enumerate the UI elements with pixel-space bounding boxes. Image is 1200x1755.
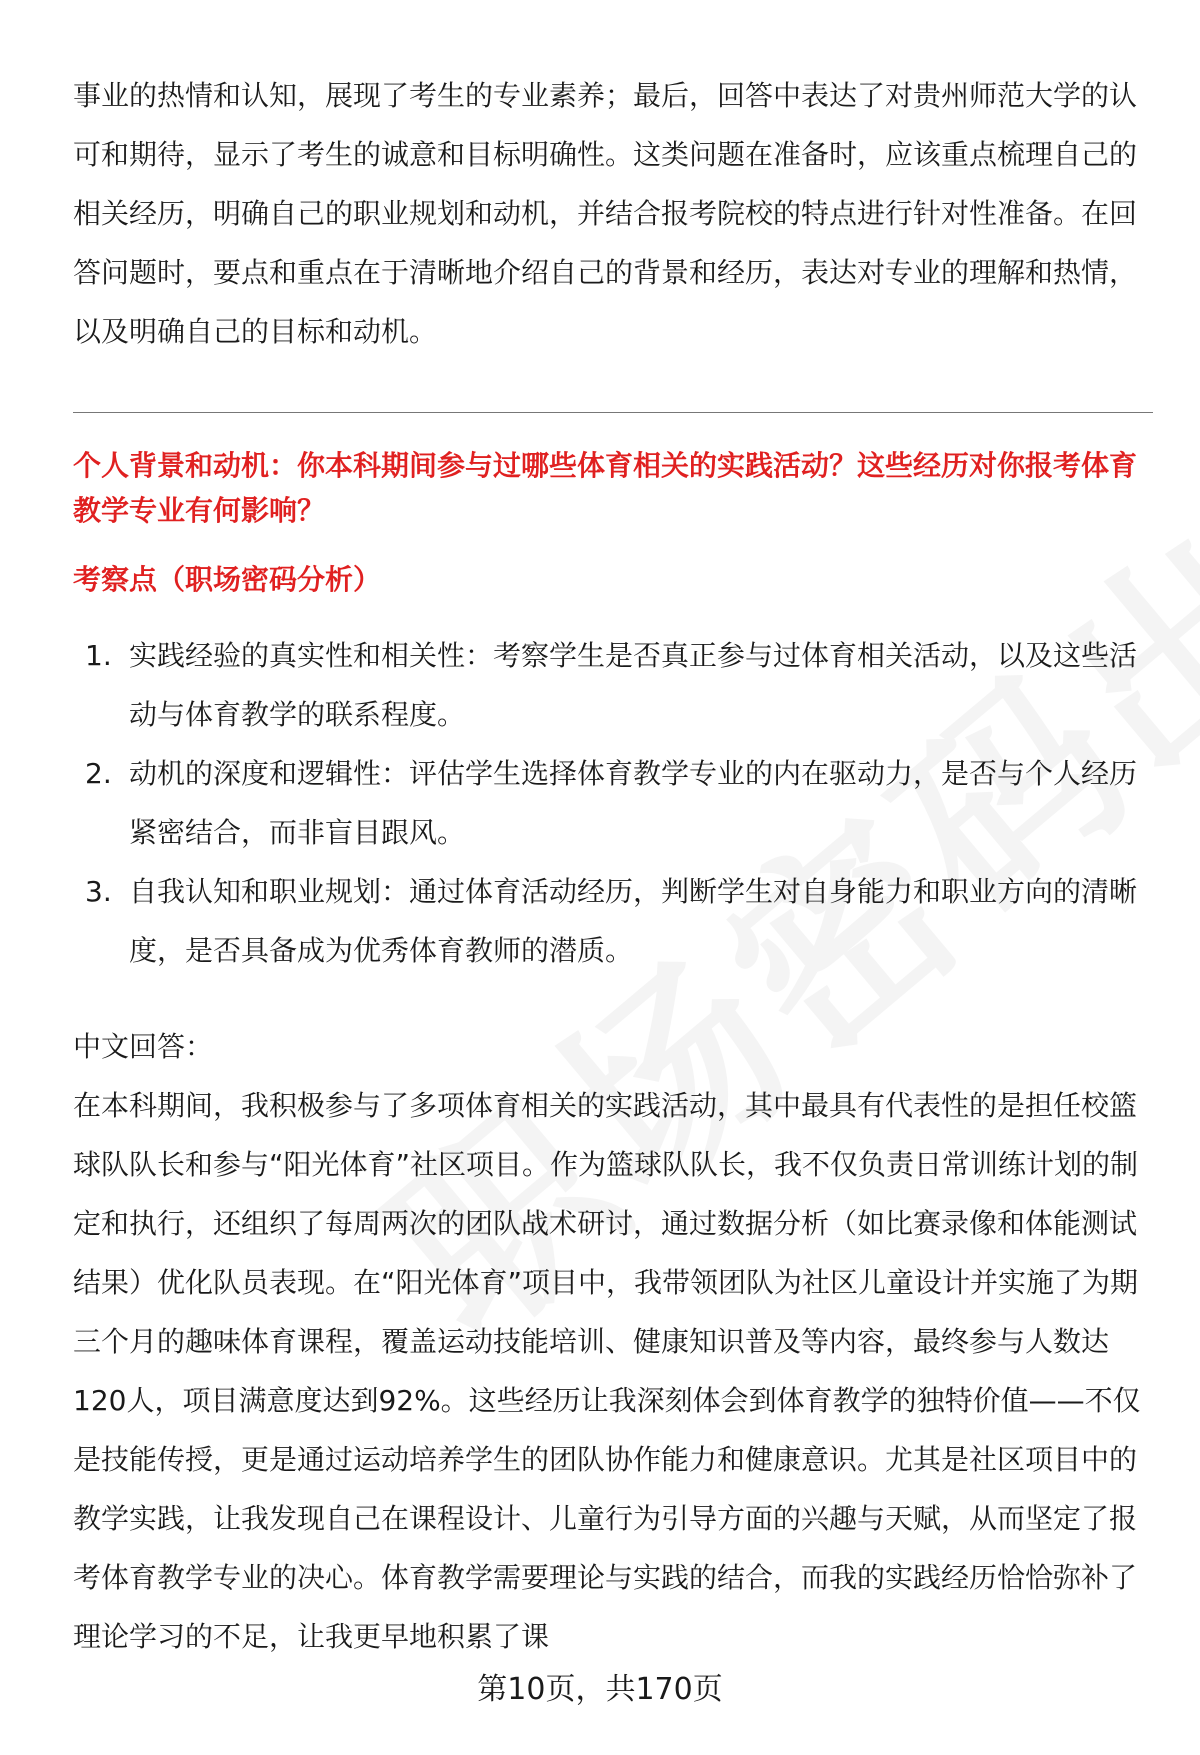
key-points-title: 考察点（职场密码分析）: [73, 563, 382, 596]
key-points-list: [73, 626, 1153, 980]
question-heading: 个人背景和动机：你本科期间参与过哪些体育相关的实践活动？这些经历对你报考体育教学专业有何影响？: [73, 449, 1138, 527]
page-footer: 第10页，共170页: [477, 1672, 723, 1707]
section-divider: [73, 412, 1153, 413]
key-point-item: [73, 626, 1153, 744]
key-point-text: 自我认知和职业规划：通过体育活动经历，判断学生对自身能力和职业方向的清晰度，是否具备成为优秀体育教师的潜质。: [129, 875, 1138, 967]
key-point-number: 3.: [85, 875, 112, 908]
key-point-text: 实践经验的真实性和相关性：考察学生是否真正参与过体育相关活动，以及这些活动与体育教学的联系程度。: [129, 639, 1138, 731]
key-point-item: [73, 862, 1153, 980]
answer-label: 中文回答：: [73, 1030, 214, 1063]
key-point-number: 1.: [85, 639, 112, 672]
answer-paragraph: 在本科期间，我积极参与了多项体育相关的实践活动，其中最具有代表性的是担任校篮球队队长和参与“阳光体育”社区项目。作为篮球队队长，我不仅负责日常训练计划的制定和执行，还组织了每周两次的团队战术研讨，通过数据分析（如比赛录像和体能测试结果）优化队员表现。在“阳光体育”项目中，我带领团队为社区儿童设计并实施了为期三个月的趣味体育课程，覆盖运动技能培训、健康知识普及等内容，最终参与人数达120人，项目满意度达到92%。这些经历让我深刻体会到体育教学的独特价值——不仅是技能传授，更是通过运动培养学生的团队协作能力和健康意识。尤其是社区项目中的教学实践，让我发现自己在课程设计、儿童行为引导方面的兴趣与天赋，从而坚定了报考体育教学专业的决心。体育教学需要理论与实践的结合，而我的实践经历恰恰弥补了理论学习的不足，让我更早地积累了课: [73, 1089, 1141, 1653]
key-point-number: 2.: [85, 757, 112, 790]
key-point-text: 动机的深度和逻辑性：评估学生选择体育教学专业的内在驱动力，是否与个人经历紧密结合，而非盲目跟风。: [129, 757, 1138, 849]
intro-paragraph: 事业的热情和认知，展现了考生的专业素养；最后，回答中表达了对贵州师范大学的认可和期待，显示了考生的诚意和目标明确性。这类问题在准备时，应该重点梳理自己的相关经历，明确自己的职业规划和动机，并结合报考院校的特点进行针对性准备。在回答问题时，要点和重点在于清晰地介绍自己的背景和经历，表达对专业的理解和热情，以及明确自己的目标和动机。: [73, 79, 1138, 348]
key-point-item: [73, 744, 1153, 862]
